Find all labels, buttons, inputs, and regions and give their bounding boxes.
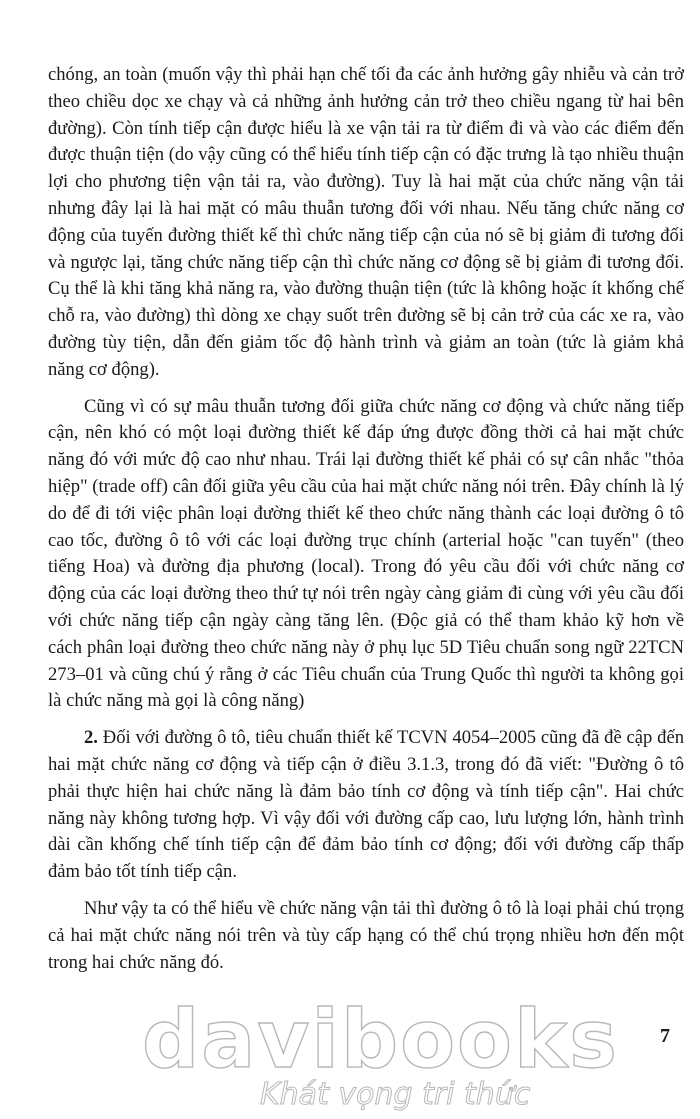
item-2-text: Đối với đường ô tô, tiêu chuẩn thiết kế TCVN 4054–2005 cũng đã đề cập đến hai mặt chức năng cơ động và tiếp cận ở điều 3.1.3, trong đó đã viết: "Đường ô tô phải thực hiện hai chức năng là đảm bảo tính cơ động và tính tiếp cận". Hai chức năng này không tương hợp. Vì vậy đối với đường cấp cao, lưu lượng lớn, hành trình dài cần khống chế tính tiếp cận để đảm bảo tính cơ động; đối với đường cấp thấp đảm bảo tốt tính tiếp cận. <box>48 727 684 883</box>
watermark-logo: davibooks <box>142 993 619 1086</box>
page-number: 7 <box>660 1025 670 1047</box>
item-number: 2. <box>84 727 98 749</box>
paragraph-continuation: chóng, an toàn (muốn vậy thì phải hạn chế tối đa các ảnh hưởng gây nhiễu và cản trở theo chiều dọc xe chạy và cả những ảnh hưởng cản trở theo chiều ngang từ hai bên đường). Còn tính tiếp cận được hiểu là xe vận tải ra từ điểm đi và vào các điểm đến được thuận tiện (do vậy cũng có thể hiểu tính tiếp cận có đặc trưng là tạo nhiều thuận lợi cho phương tiện vận tải ra, vào đường). Tuy là hai mặt của chức năng vận tải nhưng đây lại là hai mặt có mâu thuẫn tương đối với nhau. Nếu tăng chức năng cơ động của tuyến đường thiết kế thì chức năng tiếp cận của nó sẽ bị giảm đi tương đối và ngược lại, tăng chức năng tiếp cận thì chức năng cơ động sẽ bị giảm đi tương đối. Cụ thể là khi tăng khả năng ra, vào đường thuận tiện (tức là không hoặc ít khống chế chỗ ra, vào đường) thì dòng xe chạy suốt trên đường sẽ bị cản trở của các xe ra, vào đường tùy tiện, dẫn đến giảm tốc độ hành trình và giảm an toàn (tức là giảm khả năng cơ động). <box>48 64 684 380</box>
watermark-tagline: Khát vọng tri thức <box>260 1077 531 1112</box>
paragraph-conclusion: Như vậy ta có thể hiểu về chức năng vận tải thì đường ô tô là loại phải chú trọng cả hai mặt chức năng nói trên và tùy cấp hạng có thể chú trọng nhiều hơn đến một trong hai chức năng đó. <box>48 897 684 973</box>
paragraph-item-2 <box>48 725 684 886</box>
page-body <box>48 62 684 976</box>
paragraph-conflict: Cũng vì có sự mâu thuẫn tương đối giữa chức năng cơ động và chức năng tiếp cận, nên khó có một loại đường thiết kế đáp ứng được đồng thời cả hai mặt chức năng đó với mức độ cao như nhau. Trái lại đường thiết kế phải có sự cân nhắc "thỏa hiệp" (trade off) cân đối giữa yêu cầu của hai mặt chức năng nói trên. Đây chính là lý do để đi tới việc phân loại đường thiết kế theo chức năng thành các loại đường ô tô cao tốc, đường ô tô với các loại đường trục chính (arterial hoặc "can tuyến" (theo tiếng Hoa) và đường địa phương (local). Trong đó yêu cầu đối với chức năng cơ động của các loại đường theo thứ tự nói trên ngày càng giảm đi cùng với yêu cầu đối với chức năng tiếp cận ngày càng tăng lên. (Độc giả có thể tham khảo kỹ hơn về cách phân loại đường theo chức năng này ở phụ lục 5D Tiêu chuẩn song ngữ 22TCN 273–01 và cũng chú ý rằng ở các Tiêu chuẩn của Trung Quốc thì người ta không gọi là chức năng mà gọi là công năng) <box>48 395 684 712</box>
